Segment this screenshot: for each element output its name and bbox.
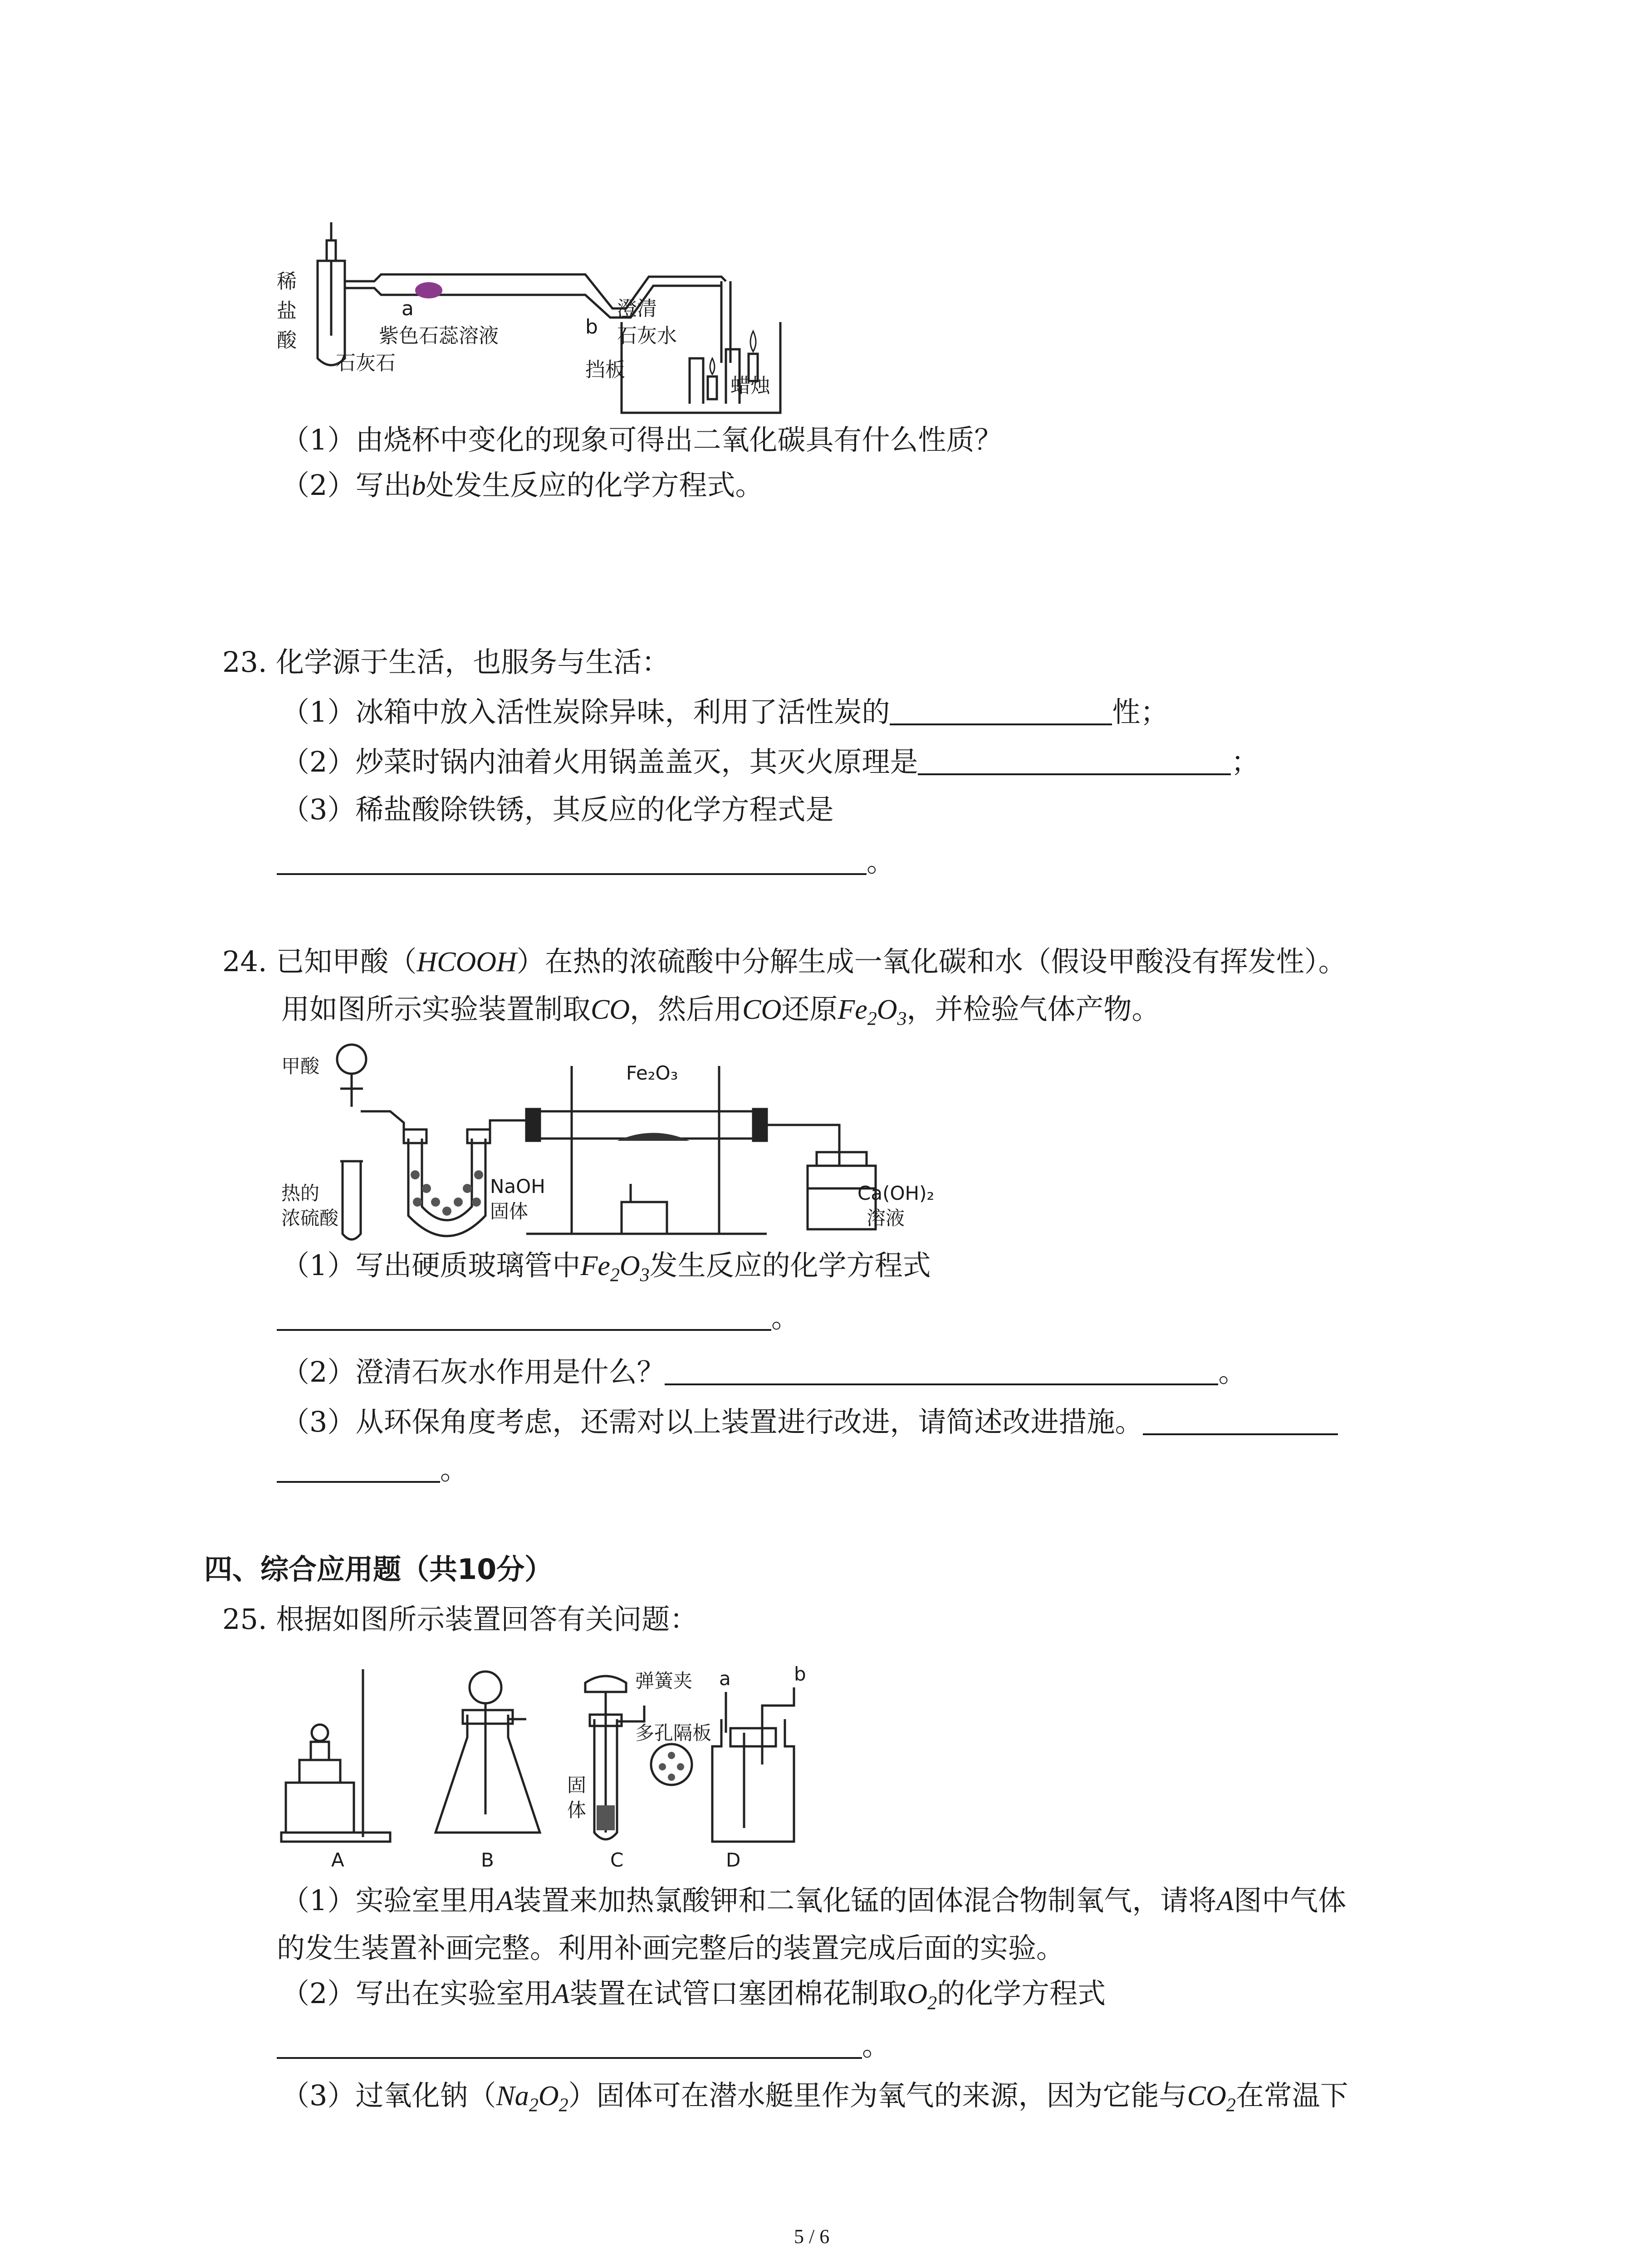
port-b-label: b — [794, 1663, 806, 1685]
section-heading: 四、综合应用题（共10分） — [204, 1553, 553, 1586]
q23-subquestion-2: （2）炒菜时锅内油着火用锅盖盖灭，其灭火原理是 ； — [281, 745, 1259, 778]
spring-clip-label: 弹簧夹 — [635, 1670, 693, 1692]
point-a-label: a — [402, 297, 414, 320]
naoh-label-2: 固体 — [490, 1200, 529, 1222]
q25-apparatus-figure — [272, 1660, 826, 1873]
q24-answer-line-1: 。 — [277, 1300, 799, 1336]
candle-label: 蜡烛 — [730, 374, 770, 397]
acid-label-2: 盐 — [277, 299, 297, 323]
apparatus-C-label: C — [610, 1849, 624, 1871]
point-b-label: b — [585, 315, 598, 338]
limestone-label: 石灰石 — [336, 352, 396, 375]
answer-blank-q25-2[interactable] — [277, 2029, 862, 2059]
answer-blank-q24-3b[interactable] — [277, 1453, 440, 1483]
q23-stem: 23. 化学源于生活，也服务与生活： — [222, 645, 670, 679]
answer-blank-q24-2[interactable] — [665, 1355, 1218, 1385]
port-a-label: a — [719, 1667, 731, 1690]
formula-hcooh: HCOOH — [416, 947, 517, 978]
q25-subquestion-3: （3）过氧化钠$(Na_2O_2)$固体可在潜水艇里作为氧气的来源，因为它能与$CO_2$在常温下 — [281, 2079, 1348, 2116]
q24-stem-line-2: 用如图所示实验装置制取CO，然后用CO还原$Fe_2O_3$，并检验气体产物。 — [281, 992, 1160, 1030]
apparatus-B-label: B — [481, 1849, 494, 1871]
q25-subquestion-1-line-1: （1）实验室里用A装置来加热氯酸钾和二氧化锰的固体混合物制氧气，请将A图中气体 — [281, 1884, 1347, 1917]
caoh2-label-1: Ca(OH)₂ — [857, 1182, 935, 1204]
q23-subquestion-1: （1）冰箱中放入活性炭除异味，利用了活性炭的 性； — [281, 695, 1169, 728]
q25-subquestion-1-line-2: 的发生装置补画完整。利用补画完整后的装置完成后面的实验。 — [277, 1931, 1065, 1965]
apparatus-D-label: D — [726, 1849, 741, 1871]
q22-subquestion-2: （2）写出b处发生反应的化学方程式。 — [281, 469, 764, 502]
q24-subquestion-3: （3）从环保角度考虑，还需对以上装置进行改进，请简述改进措施。 — [281, 1404, 1338, 1440]
q24-apparatus-figure — [272, 1039, 935, 1252]
answer-blank-q23-1[interactable] — [890, 695, 1112, 725]
litmus-label: 紫色石蕊溶液 — [379, 324, 499, 347]
caoh2-label-2: 溶液 — [867, 1207, 905, 1229]
answer-blank-q24-1[interactable] — [277, 1301, 771, 1331]
q25-stem: 25. 根据如图所示装置回答有关问题： — [222, 1603, 698, 1636]
limewater-label-2: 石灰水 — [617, 324, 677, 347]
apparatus-A-label: A — [331, 1849, 344, 1871]
q25-answer-line-2: 。 — [277, 2028, 890, 2064]
q24-subquestion-1: （1）写出硬质玻璃管中$Fe_2O_3$发生反应的化学方程式 — [281, 1249, 931, 1286]
q22-apparatus-figure — [268, 213, 812, 426]
q23-subquestion-3: （3）稀盐酸除铁锈，其反应的化学方程式是 — [281, 793, 834, 826]
limewater-label-1: 澄清 — [617, 297, 657, 320]
solid-label-1: 固 — [567, 1774, 587, 1796]
answer-blank-q24-3a[interactable] — [1143, 1405, 1338, 1435]
var-b: b — [411, 470, 426, 501]
page-number: 5 / 6 — [794, 2225, 830, 2248]
answer-blank-q23-3[interactable] — [277, 845, 867, 875]
acid-label-3: 酸 — [277, 329, 297, 352]
naoh-label-1: NaOH — [490, 1175, 545, 1198]
fe2o3-label: Fe₂O₃ — [626, 1062, 678, 1084]
conc-acid-label-2: 浓硫酸 — [281, 1207, 339, 1229]
formic-acid-label: 甲酸 — [281, 1055, 320, 1077]
conc-acid-label-1: 热的 — [281, 1182, 320, 1204]
q24-stem-line-1: 24. 已知甲酸（HCOOH）在热的浓硫酸中分解生成一氧化碳和水（假设甲酸没有挥发性）。 — [222, 945, 1347, 978]
acid-label-1: 稀 — [277, 270, 297, 293]
q24-answer-line-3: 。 — [277, 1452, 468, 1488]
perforated-plate-label: 多孔隔板 — [635, 1722, 712, 1744]
solid-label-2: 体 — [567, 1799, 587, 1821]
answer-blank-q23-2[interactable] — [918, 745, 1231, 775]
q23-answer-line-3: 。 — [277, 844, 895, 880]
baffle-label: 挡板 — [585, 358, 625, 381]
q22-subquestion-1: （1）由烧杯中变化的现象可得出二氧化碳具有什么性质？ — [281, 423, 1003, 456]
q25-subquestion-2: （2）写出在实验室用A装置在试管口塞团棉花制取$O_2$的化学方程式 — [281, 1977, 1106, 2014]
q24-subquestion-2: （2）澄清石灰水作用是什么？ 。 — [281, 1355, 1247, 1388]
